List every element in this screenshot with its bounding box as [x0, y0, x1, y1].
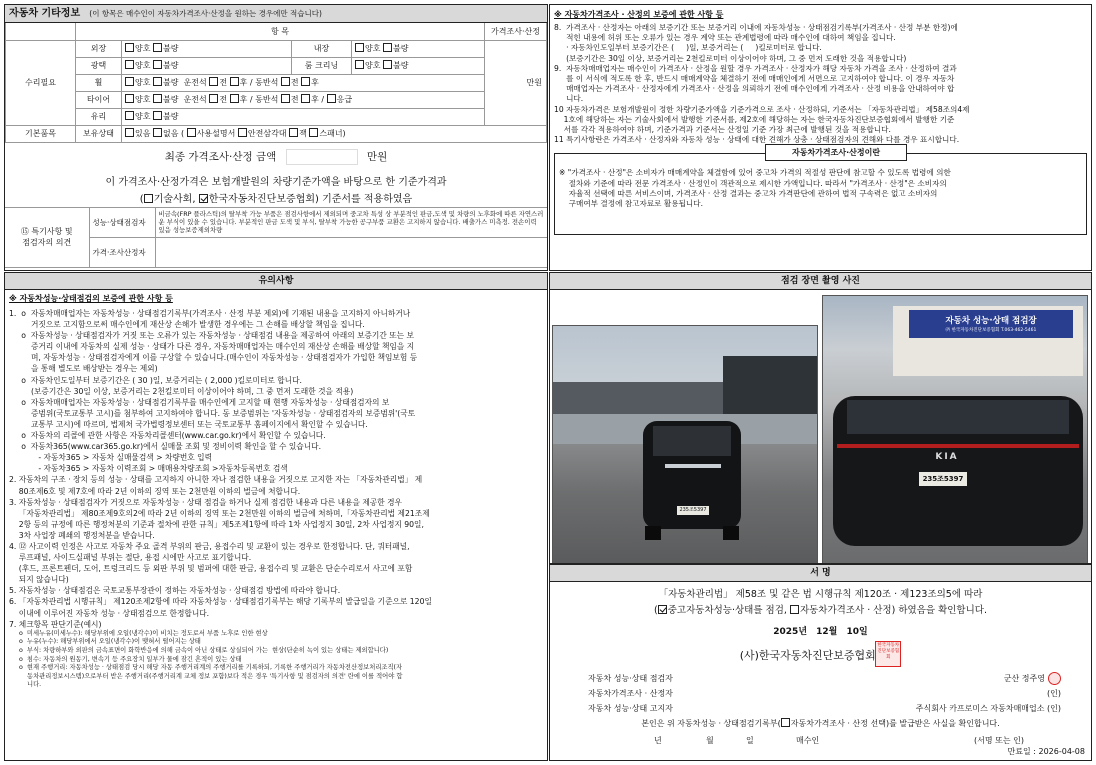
notice-line: o 자동차인도일부터 보증기간은 ( 30 )일, 보증거리는 ( 2,000 )킬로미터로 합니다. — [9, 375, 302, 385]
possession-options[interactable]: 있음 없음 ( 사용설명서 안전삼각대 잭 스패너) — [122, 125, 547, 142]
inspector-note: 비금속(FRP 플라스틱)의 탈부착 가능 부품은 점검사항에서 제외되며 중고차 특성 상 부분적인 판금,도색 및 차량의 노후화에 따른 자연스러운 부식이 있을 수 있습니다. 부분적인 판금 도색 및 부식, 탈부착 가능한 공구부품 교환은 고지하지 않습니다. 배출가스 미측정. 전손이력 있음 성능보증제외차량 — [155, 207, 547, 237]
other-info-note: (이 항목은 매수인이 자동차가격조사·산정을 원하는 경우에만 적습니다) — [89, 9, 322, 18]
notice-line: 되지 않습니다) — [9, 575, 69, 585]
checkbox-icon[interactable] — [790, 605, 799, 614]
wheel-shape — [645, 526, 661, 540]
notice-line: 6. 「자동차관리법 시행규칙」 제120조제2항에 따라 자동차성능 · 상태점검기록부는 해당 기록부의 발급일을 기준으로 120일 — [9, 597, 432, 607]
final-price-input[interactable] — [286, 149, 358, 165]
checkbox-icon[interactable] — [125, 94, 134, 103]
notice-line: 1. o 자동차매매업자는 자동차성능 · 상태점검기록부(가격조사 · 산정 부분 제외)에 기재된 내용을 고지하지 아니하거나 — [9, 309, 411, 318]
notice-line: o 자동차의 리콜에 관한 사항은 자동차리콜센터(www.car.go.kr)에서 확인할 수 있습니다. — [9, 431, 326, 441]
checkbox-icon[interactable] — [209, 94, 218, 103]
guarantee-line: · 자동차인도일부터 보증기간은 ( )일, 보증거리는 ( )킬로미터로 합니다. — [554, 43, 822, 53]
passenger-label: 동반석 — [255, 95, 279, 104]
checkbox-icon[interactable] — [153, 128, 162, 137]
option-good: 양호 — [135, 61, 151, 70]
guarantee-line: 8. 가격조사 · 산정자는 아래의 보증기간 또는 보증거리 이내에 자동차성능 · 상태점검기록부(가격조사 · 산정 부분 한정)에 — [554, 23, 958, 32]
option-good: 양호 — [135, 112, 151, 121]
issue-confirm-line — [550, 718, 1091, 729]
criteria-line: o 누유(누수): 해당부위에서 오일(냉각수)이 맺혀서 떨어지는 상태 — [9, 638, 201, 646]
definition-line: 절차와 기준에 따라 전문 가격조사 · 산정인이 객관적으로 제시한 가액입니다. 따라서 "가격조사 · 산정"은 소비자의 — [559, 178, 947, 188]
notice-line: o 자동차성능 · 상태점검자가 거짓 또는 오류가 있는 자동차성능 · 상태점검 내용을 제공하여 아래의 보증기간 또는 보 — [9, 331, 414, 341]
basis-line-1: 이 가격조사·산정가격은 보험개발원의 차량기준가액을 바탕으로 한 기준가격과 — [105, 176, 447, 188]
option-bad: 불량 — [393, 61, 409, 70]
red-stamp-icon — [1048, 672, 1061, 685]
photos-header: 점검 장면 촬영 사진 — [550, 273, 1091, 290]
checkbox-icon[interactable] — [781, 718, 790, 727]
rear-label: 후 — [239, 78, 248, 87]
notice-line: 며, 자동차성능 · 상태점검자에게 이를 구상할 수 있습니다.(매수인이 자동차성능 · 상태점검자가 가입한 책임보험 등 — [9, 353, 418, 363]
checkbox-icon[interactable] — [125, 60, 134, 69]
checkbox-icon[interactable] — [327, 94, 336, 103]
checkbox-icon[interactable] — [153, 77, 162, 86]
choice-line — [550, 602, 1091, 616]
front-label: 전 — [290, 78, 299, 87]
checked-checkbox-icon[interactable] — [658, 605, 667, 614]
checkbox-icon[interactable] — [153, 94, 162, 103]
glass-options[interactable] — [122, 108, 485, 125]
room-cleaning-options[interactable] — [352, 57, 485, 74]
front-label: 전 — [219, 95, 228, 104]
notice-line: - 자동차365 > 자동차 실매물검색 > 차량번호 입력 — [9, 453, 213, 463]
basis-option-1: 기술사회, — [153, 193, 196, 205]
price-definition-title: 자동차가격조사·산정이란 — [765, 144, 907, 161]
notices-subheader: ※ 자동차성능·상태점검의 보증에 관한 사항 등 — [9, 294, 173, 303]
criteria-line: o 미세누유(미세누수): 해당부위에 오일(냉각수)이 비치는 정도로서 부품 노후로 인한 현상 — [9, 629, 268, 637]
wheel-label: 휠 — [76, 74, 122, 91]
manual-label: 사용설명서 — [196, 129, 236, 138]
choice-appraisal: 자동차가격조사 · 산정) — [799, 605, 896, 616]
windshield-shape — [653, 426, 731, 456]
rear-photo — [822, 295, 1088, 564]
guarantee-line: 9. 자동차매매업자는 매수인이 가격조사 · 산정을 원할 경우 가격조사 · 산정자가 해당 자동차 가격을 조사 · 산정하여 결과 — [554, 63, 957, 73]
photos-panel — [549, 272, 1092, 564]
front-label: 전 — [290, 95, 299, 104]
notice-line: 5. 자동차성능 · 상태점검은 국토교통부장관이 정하는 자동차성능 · 상태점검 방법에 따라야 합니다. — [9, 586, 341, 596]
guarantee-text — [554, 23, 1087, 145]
headlight-shape — [665, 464, 721, 468]
guarantee-line: 매매업자는 가격조사 · 산정자에게 가격조사 · 산정을 의뢰하기 전에 매수인에게 가격조사 · 산정 비용을 안내하여야 합 — [554, 84, 955, 94]
signer-role: 자동차가격조사 · 산정자 — [588, 689, 673, 698]
tire-label: 타이어 — [76, 91, 122, 108]
notice-line: 증거리 이내에 자동차의 실제 성능 · 상태가 다른 경우, 자동차매매업자는 매수인의 재산상 손해를 배상할 책임을 지 — [9, 342, 415, 352]
triangle-label: 안전삼각대 — [247, 129, 287, 138]
notice-line: 80조제6호 및 제7호에 따라 2년 이하의 징역 또는 2천만원 이하의 벌금에 처합니다. — [9, 486, 301, 496]
definition-line: 자율적 선택에 따른 서비스이며, 가격조사 · 산정 결과는 중고차 가격판단에 관하여 법적 구속력은 없고 소비자의 — [559, 188, 938, 198]
gloss-options[interactable] — [122, 57, 292, 74]
checkbox-icon[interactable] — [153, 43, 162, 52]
issue-date — [550, 624, 1091, 637]
option-bad: 불량 — [163, 61, 179, 70]
interior-options[interactable] — [352, 40, 485, 57]
gloss-label: 광택 — [76, 57, 122, 74]
front-plate-text: 235조5397 — [679, 507, 707, 513]
option-good: 양호 — [135, 78, 151, 87]
checkbox-icon[interactable] — [230, 94, 239, 103]
rear-label: 후 — [311, 95, 319, 104]
col-price-header: 가격조사·산정 — [485, 23, 547, 40]
glass-label: 유리 — [76, 108, 122, 125]
checkbox-icon[interactable] — [125, 111, 134, 120]
option-bad: 불량 — [163, 112, 179, 121]
criteria-line: o 현재 주행거리: 자동차성능 · 상태점검 당시 해당 자동 주행거리계의 주행거리를 기록하되, 기록한 주행거리가 자동차전산정보처리조직(자 — [9, 664, 403, 672]
shop-sign-text: 자동차 성능·상태 점검장 — [945, 316, 1037, 326]
passenger-label: 동반석 — [255, 78, 279, 87]
signer-role: 자동차 성능·상태 고지자 — [588, 704, 673, 713]
rear-plate-text: 235조5397 — [922, 475, 964, 483]
front-car-illustration — [553, 326, 818, 564]
notice-line: o 자동차매매업자는 자동차성능 · 상태점검기록부를 매수인에게 고지할 때 현행 자동차성능 · 상태점검자의 보 — [9, 397, 390, 407]
choice-suffix: 하였음을 확인합니다. — [898, 605, 987, 616]
checkbox-icon[interactable] — [209, 77, 218, 86]
date-day: 10일 — [846, 627, 868, 637]
checkbox-icon[interactable] — [281, 94, 290, 103]
shop-sign-subtext: ㈜ 한국자동차진단보증협회 T.063-462-5461 — [945, 328, 1037, 333]
rear-window-shape — [847, 400, 1069, 434]
checkbox-icon[interactable] — [301, 77, 310, 86]
wheel-options[interactable]: 양호 불량 운전석 전 후 / 동반석 전 후 — [122, 74, 485, 91]
driver-seat-label: 운전석 — [183, 78, 207, 87]
basis-line-2 — [5, 190, 547, 205]
driver-seat-label: 운전석 — [183, 95, 207, 104]
issue-text-b: 자동차가격조사 · 산정 선택)를 발급받은 사실을 확인합니다. — [790, 719, 1000, 728]
taillight-shape — [837, 444, 1079, 448]
rear-label: 후 — [311, 78, 319, 87]
notice-line: 거짓으로 고지함으로써 매수인에게 재산상 손해가 발생한 경우에는 그 손해를 배상할 책임을 집니다. — [9, 320, 365, 330]
notice-line: o 자동차365(www.car365.go.kr)에서 실매물 조회 및 정비이력 확인을 할 수 있습니다. — [9, 442, 322, 452]
checkbox-icon[interactable] — [125, 77, 134, 86]
organization-row — [550, 643, 1091, 669]
checkbox-icon[interactable] — [230, 77, 239, 86]
special-label-1: ⑮ 특기사항 및 — [20, 227, 73, 236]
other-info-title: 자동차 기타정보 — [9, 8, 81, 19]
organization-seal — [875, 641, 901, 667]
guarantee-header: ※ 자동차가격조사 · 산정의 보증에 관한 사항 등 — [554, 10, 724, 19]
guarantee-panel — [549, 4, 1092, 271]
price-definition-box — [554, 148, 1087, 235]
law-line: 「자동차관리법」 제58조 및 같은 법 시행규칙 제120조 · 제123조의5에 따라 — [658, 589, 983, 600]
option-bad: 불량 — [393, 44, 409, 53]
notice-line: 2. 자동차의 구조 · 장치 등의 성능 · 상태를 고지하지 아니한 자나 점검한 내용을 거짓으로 고지한 자는 「자동차관리법」 제 — [9, 475, 423, 485]
final-price-unit: 만원 — [366, 150, 388, 163]
notices-panel — [4, 272, 548, 761]
notice-line: 「자동차관리법」 제80조제9호의2에 따라 2년 이하의 징역 또는 2천만원 이하의 벌금에 처하며,「자동차관리법 제21조제 — [9, 508, 430, 518]
option-bad: 불량 — [163, 78, 179, 87]
notice-line: 4. ⑫ 사고이력 인정은 사고로 자동차 주요 골격 부위의 판금, 용접수리 및 교환이 있는 경우로 한정합니다. 단, 쿼터패널, — [9, 541, 410, 551]
issue-text-a: 본인은 위 자동차성능 · 상태점검기록부( — [641, 719, 781, 728]
spanner-label: 스패너 — [319, 129, 343, 138]
signature-panel — [549, 564, 1092, 761]
date-month: 12월 — [816, 627, 838, 637]
paren-open: ( — [654, 605, 658, 616]
buyer-label: 매수인 — [796, 736, 820, 745]
paren-open: ( — [139, 193, 144, 205]
definition-line: ※ "가격조사 · 산정"은 소비자가 매매계약을 체결함에 있어 중고차 가격의 적절성 판단에 참고할 수 있도록 법령에 의한 — [559, 168, 951, 178]
notice-line: 2항 등의 규정에 따른 행정처분의 기준과 절차에 관한 규칙」제5조제1항에 따라 1차 사업정지 30일, 2차 사업정지 90일, — [9, 519, 424, 529]
special-label-2: 점검자의 의견 — [22, 238, 72, 247]
checkbox-icon[interactable] — [355, 60, 364, 69]
building-shape — [723, 356, 818, 416]
notice-line: (후드, 프론트펜더, 도어, 트렁크리드 등 외판 부위 및 범퍼에 대한 판금, 용접수리 및 교환은 단순수리로서 사고에 포함 — [9, 564, 413, 574]
checkbox-icon[interactable] — [383, 60, 392, 69]
criteria-line: o 부식: 차량하부와 외판의 금속표면이 화학반응에 의해 금속이 아닌 상태로 상실되어 가는 현상(단순히 녹이 있는 상태는 제외합니다) — [9, 646, 389, 654]
notices-criteria — [9, 630, 543, 690]
criteria-line: 동차관리정보시스템)으로부터 받은 주행거리(주행거리계 교체 정보 포함)보다 적은 경우 '특기사항 및 점검자의 의견' 란에 이를 적어야 합 — [9, 672, 403, 680]
notice-line: 7. 체크항목 판단기준(예시) — [9, 619, 102, 629]
notice-line: - 자동차365 > 자동차 이력조회 > 매매용차량조회 >자동차등록번호 검색 — [9, 464, 288, 474]
option-good: 양호 — [135, 95, 151, 104]
basis-option-2: 한국자동차진단보증협회) — [208, 193, 319, 205]
checkbox-icon[interactable] — [125, 43, 134, 52]
other-info-table — [5, 23, 547, 143]
appraiser-label: 가격·조사산정자 — [89, 237, 155, 267]
repair-needed-label: 수리필요 — [6, 40, 76, 125]
checked-checkbox-icon[interactable] — [199, 194, 208, 203]
criteria-line: o 침수: 자동차의 원동기, 변속기 등 주요장치 일부가 물에 잠긴 흔적이 있는 상태 — [9, 655, 242, 663]
guarantee-line: 를 이 서식에 적도록 한 후, 반드시 매매계약을 체결하기 전에 매매인에게 서면으로 고지하여야 합니다. 이 경우 자동차 — [554, 74, 955, 84]
exterior-label: 외장 — [76, 40, 122, 57]
date-year: 2025년 — [773, 627, 808, 637]
option-bad: 불량 — [163, 44, 179, 53]
checkbox-icon[interactable] — [281, 77, 290, 86]
guarantee-line: 10 자동차가격은 보험개발원이 정한 차량기준가액을 기준가격으로 조사 · 산정하되, 기준서는 「자동차관리법」 제58조의4제 — [554, 104, 970, 114]
tire-options[interactable]: 양호 불량 운전석 전 후 / 동반석 전 후 / 응급 — [122, 91, 485, 108]
exists-label: 있음 — [135, 129, 151, 138]
checkbox-icon[interactable] — [153, 60, 162, 69]
inspector-label: 성능·상태점검자 — [89, 207, 155, 237]
front-photo — [552, 325, 818, 564]
price-definition-text — [559, 154, 1082, 209]
checkbox-icon[interactable] — [289, 128, 298, 137]
emergency-label: 응급 — [336, 95, 353, 104]
exterior-options[interactable] — [122, 40, 292, 57]
special-notes-table — [5, 207, 547, 268]
guarantee-line: 1호에 해당하는 자는 기술사회에서 발행한 기준서를, 제2호에 해당하는 자는 한국자동차진단보증협회에서 발행한 기준 — [554, 114, 955, 124]
guarantee-line: 적힌 내용에 허위 또는 오류가 있는 경우 계약 또는 관계법령에 따라 매수인에 대하여 책임을 집니다. — [554, 33, 896, 43]
option-good: 양호 — [365, 44, 381, 53]
notice-line: 을 통해 별도로 배상받는 경우는 제외) — [9, 364, 158, 374]
checkbox-icon[interactable] — [153, 111, 162, 120]
notice-line: 이내에 이루어진 자동차 성능 · 상태점검으로 한정합니다. — [9, 608, 210, 618]
checkbox-icon[interactable] — [187, 128, 196, 137]
front-label: 전 — [219, 78, 228, 87]
guarantee-line: 11 특기사항란은 가격조사 · 산정자와 자동차 성능 · 상태에 대한 견해가 상충 · 상태점검자의 견해와 다를 경우 표시합니다. — [554, 135, 960, 145]
basis-suffix: 기준서를 적용하였음 — [322, 193, 413, 205]
checkbox-icon[interactable] — [309, 128, 318, 137]
guarantee-line: 니다. — [554, 94, 584, 104]
possession-label: 보유상태 — [76, 125, 122, 142]
seal-text: 한국자동차진단보증협회 — [877, 643, 900, 660]
notice-line: 3차 사업장 폐쇄의 행정처분을 받습니다. — [9, 530, 155, 540]
other-info-panel — [4, 4, 548, 271]
guarantee-line: 서를 각각 적용하여야 하며, 기준가격과 기준서는 산정일 기준 가장 최근에 발행된 것을 적용합니다. — [554, 125, 891, 135]
checkbox-icon[interactable] — [125, 128, 134, 137]
none-label: 없음 — [163, 129, 179, 138]
notice-line: 루프패널, 사이드실패널 부위는 절단, 용접 시에만 사고로 표기합니다. — [9, 553, 252, 563]
room-cleaning-label: 룸 크리닝 — [292, 57, 352, 74]
notice-line: (보증기간은 30일 이상, 보증거리는 2천킬로미터 이상이어야 하며, 그 중 먼저 도래한 것을 적용) — [9, 386, 354, 396]
criteria-line: 니다. — [9, 681, 42, 689]
special-notes-label — [5, 207, 89, 267]
option-good: 양호 — [365, 61, 381, 70]
buyer-signature[interactable]: (서명 또는 인) — [974, 736, 1024, 745]
rear-brand-text: KIA — [935, 452, 959, 462]
signer-role: 자동차 성능·상태 점검자 — [588, 674, 673, 683]
interior-label: 내장 — [292, 40, 352, 57]
signer-value[interactable]: (인) — [1047, 689, 1061, 698]
checkbox-icon[interactable] — [238, 128, 247, 137]
checkbox-icon[interactable] — [355, 43, 364, 52]
notices-text — [9, 308, 543, 630]
sign-day: 일 — [746, 736, 754, 745]
wheel-shape — [723, 526, 739, 540]
definition-line: 구매여부 결정에 참고자료로 활용됩니다. — [559, 199, 704, 209]
notice-line: 증범위(국토교통부 고시)를 첨부하여 고지하여야 합니다. 동 보증범위는 '자동차성능 · 상태점검자의 보증범위'(국토 — [9, 408, 416, 418]
checkbox-icon[interactable] — [144, 194, 153, 203]
rear-car-illustration — [823, 296, 1088, 564]
appraiser-note — [155, 237, 547, 267]
checkbox-icon[interactable] — [383, 43, 392, 52]
price-unit: 만원 — [485, 40, 547, 125]
signer-rows — [550, 671, 1091, 716]
rear-label: 후 — [239, 95, 248, 104]
signer-row — [588, 701, 1061, 716]
option-good: 양호 — [135, 44, 151, 53]
other-info-header — [5, 5, 547, 23]
notices-header: 유의사항 — [5, 273, 547, 290]
guarantee-line: (보증기간은 30일 이상, 보증거리는 2천킬로미터 이상이어야 하며, 그 중 먼저 도래한 것을 적용합니다) — [554, 53, 907, 63]
signer-value[interactable]: 주식회사 카프로미스 자동차매매업소 (인) — [915, 704, 1061, 713]
final-price-row — [5, 149, 547, 169]
final-price-label: 최종 가격조사·산정 금액 — [164, 150, 277, 163]
checkbox-icon[interactable] — [301, 94, 310, 103]
notice-line: 3. 자동차성능 · 상태점검자가 거짓으로 자동차성능 · 상태 점검을 하거나 실제 점검한 내용과 다른 내용을 제공한 경우 — [9, 497, 402, 507]
notice-line: 교통부 고시)에 따르며, 법제처 국가법령정보센터 또는 국토교통부 홈페이지에서 확인할 수 있습니다. — [9, 419, 368, 429]
organization-name: (사)한국자동차진단보증협회 — [739, 649, 876, 662]
signer-row — [588, 686, 1061, 701]
col-item-header: 항 목 — [76, 23, 485, 40]
jack-label: 잭 — [299, 129, 307, 138]
option-bad: 불량 — [163, 95, 179, 104]
basic-items-label: 기본품목 — [6, 125, 76, 142]
signature-header: 서 명 — [550, 565, 1091, 582]
signer-row — [588, 671, 1061, 686]
choice-inspection: 중고자동차성능·상태를 점검, — [667, 605, 787, 616]
sign-month: 월 — [706, 736, 714, 745]
sign-year: 년 — [654, 736, 662, 745]
signer-value[interactable]: 군산 정주영 — [1004, 671, 1061, 686]
expiry-date: 만료일 : 2026-04-08 — [1007, 747, 1085, 756]
